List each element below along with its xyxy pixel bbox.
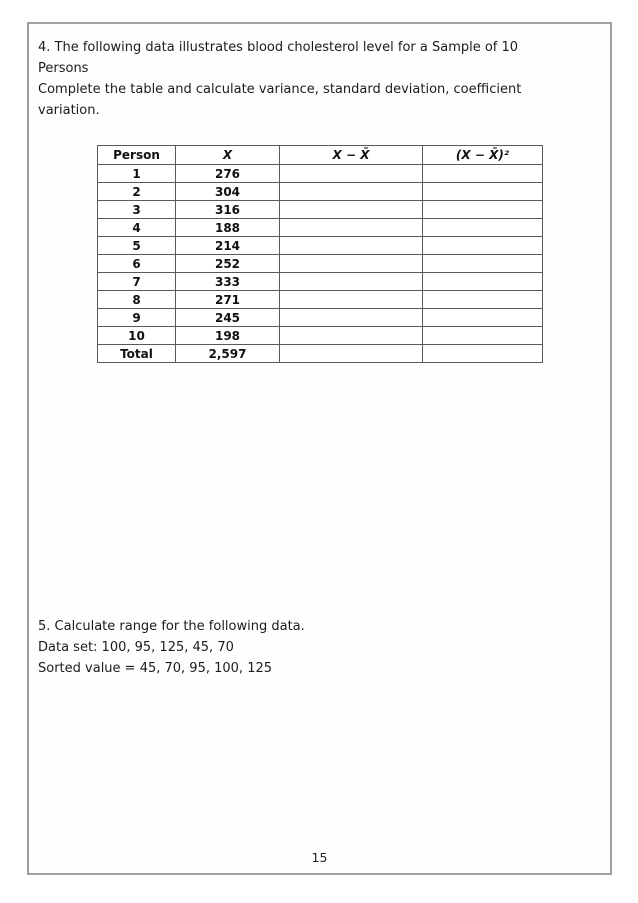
header-deviation-squared: (X − X̄)²: [423, 146, 543, 165]
cell-deviation-empty: [280, 273, 423, 291]
cell-person: 3: [98, 201, 176, 219]
header-person: Person: [98, 146, 176, 165]
cell-deviation-squared-empty: [423, 201, 543, 219]
cell-deviation-squared-empty: [423, 165, 543, 183]
header-x: X: [176, 146, 280, 165]
cell-deviation-squared-empty: [423, 327, 543, 345]
document-page: [27, 22, 612, 875]
cholesterol-table: [97, 145, 543, 363]
question-5-line-1: 5. Calculate range for the following data.: [38, 619, 305, 634]
cell-x: 316: [176, 201, 280, 219]
cell-total-label: Total: [98, 345, 176, 363]
table-row: [98, 237, 543, 255]
cell-deviation-squared-empty: [423, 237, 543, 255]
table-row: [98, 183, 543, 201]
cell-deviation-squared-empty: [423, 273, 543, 291]
question-5-line-3: Sorted value = 45, 70, 95, 100, 125: [38, 661, 273, 676]
cell-deviation-empty: [280, 345, 423, 363]
page-number: 15: [311, 850, 328, 865]
question-5-text: [38, 616, 604, 679]
table-row: [98, 201, 543, 219]
cell-deviation-squared-empty: [423, 183, 543, 201]
cell-x: 245: [176, 309, 280, 327]
cell-person: 1: [98, 165, 176, 183]
cell-x: 188: [176, 219, 280, 237]
cell-deviation-empty: [280, 255, 423, 273]
cell-x: 252: [176, 255, 280, 273]
cell-person: 8: [98, 291, 176, 309]
question-5-line-2: Data set: 100, 95, 125, 45, 70: [38, 640, 234, 655]
cell-deviation-squared-empty: [423, 309, 543, 327]
cell-x: 276: [176, 165, 280, 183]
cell-deviation-empty: [280, 183, 423, 201]
table-header-row: [98, 146, 543, 165]
table-row: [98, 219, 543, 237]
cell-deviation-empty: [280, 327, 423, 345]
table-row: [98, 273, 543, 291]
cell-x: 198: [176, 327, 280, 345]
table-row: [98, 165, 543, 183]
cell-deviation-squared-empty: [423, 291, 543, 309]
cell-total-value: 2,597: [176, 345, 280, 363]
cell-deviation-empty: [280, 237, 423, 255]
question-4-line-4: variation.: [38, 103, 100, 118]
question-4-line-3: Complete the table and calculate variance, standard deviation, coefficient: [38, 82, 522, 97]
cell-person: 9: [98, 309, 176, 327]
cell-deviation-squared-empty: [423, 345, 543, 363]
cell-person: 7: [98, 273, 176, 291]
cell-x: 304: [176, 183, 280, 201]
cell-x: 271: [176, 291, 280, 309]
table-row: [98, 291, 543, 309]
table-row: [98, 327, 543, 345]
cell-deviation-squared-empty: [423, 255, 543, 273]
header-deviation: X − X̄: [280, 146, 423, 165]
cell-deviation-empty: [280, 165, 423, 183]
question-4-line-2: Persons: [38, 61, 89, 76]
cell-person: 5: [98, 237, 176, 255]
cell-person: 6: [98, 255, 176, 273]
cell-x: 214: [176, 237, 280, 255]
cell-person: 10: [98, 327, 176, 345]
cell-x: 333: [176, 273, 280, 291]
cell-deviation-empty: [280, 309, 423, 327]
cell-deviation-empty: [280, 219, 423, 237]
question-4-line-1: 4. The following data illustrates blood cholesterol level for a Sample of 10: [38, 40, 519, 55]
table-total-row: [98, 345, 543, 363]
cell-deviation-empty: [280, 291, 423, 309]
cell-person: 2: [98, 183, 176, 201]
question-4-text: [38, 37, 604, 121]
cell-deviation-squared-empty: [423, 219, 543, 237]
table-row: [98, 309, 543, 327]
cell-deviation-empty: [280, 201, 423, 219]
table-row: [98, 255, 543, 273]
cell-person: 4: [98, 219, 176, 237]
